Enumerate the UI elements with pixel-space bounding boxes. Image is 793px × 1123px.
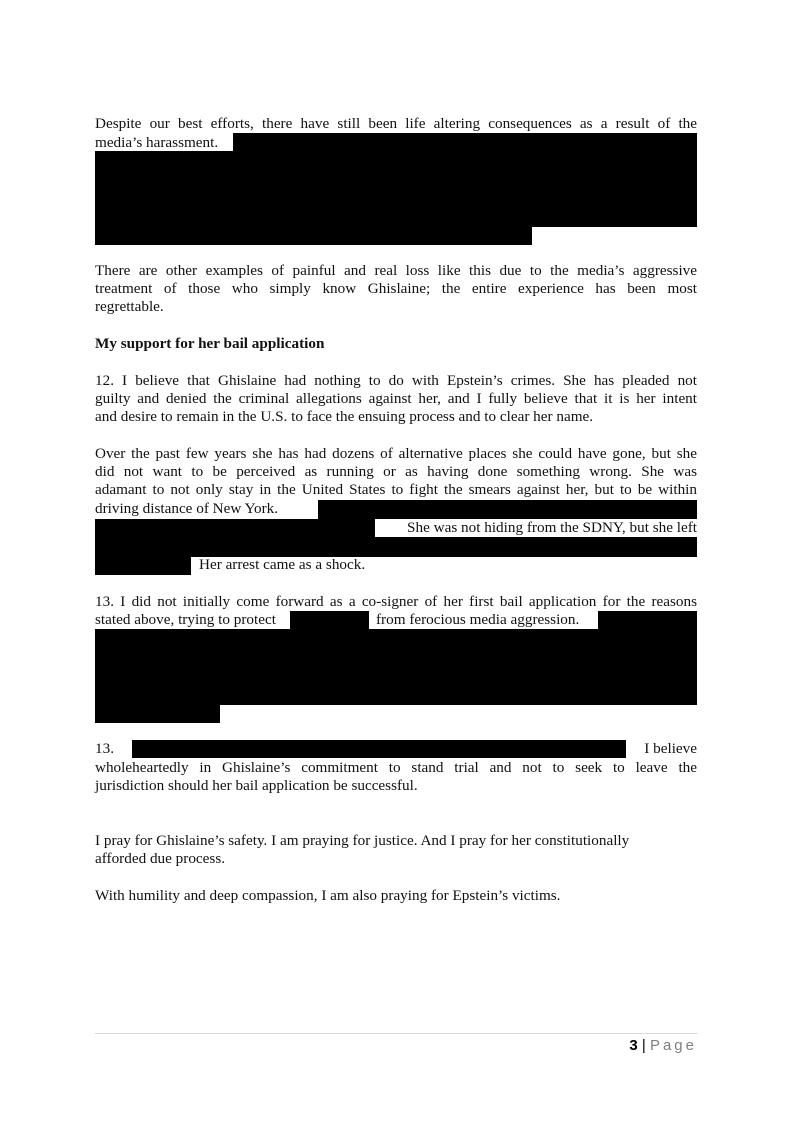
redaction-block [132, 740, 626, 758]
paragraph-number: 13. [95, 740, 114, 757]
redaction-block [598, 611, 697, 629]
paragraph-line: wholeheartedly in Ghislaine’s commitment to stand trial and not to seek to leave the [95, 759, 697, 776]
page-label: Page [649, 1037, 697, 1054]
paragraph-line: did not want to be perceived as running or as having done something wrong. She was [95, 463, 697, 480]
paragraph-line: and desire to remain in the U.S. to face the ensuing process and to clear her name. [95, 408, 594, 425]
page-footer [600, 1037, 697, 1055]
redaction-block [233, 133, 697, 151]
paragraph-line: Despite our best efforts, there have still been life altering consequences as a result of the [95, 115, 697, 132]
paragraph-line: driving distance of New York. [95, 500, 279, 517]
paragraph-line: With humility and deep compassion, I am also praying for Epstein’s victims. [95, 887, 561, 904]
paragraph-line: stated above, trying to protect [95, 611, 276, 628]
paragraph-line: guilty and denied the criminal allegations against her, and I fully believe that it is her intent [95, 390, 697, 407]
redaction-block [95, 227, 532, 245]
paragraph-line: adamant to not only stay in the United States to fight the smears against her, but to be within [95, 481, 697, 498]
redaction-block [95, 557, 191, 575]
paragraph-line: 13. I did not initially come forward as a co-signer of her first bail application for the reasons [95, 593, 697, 610]
paragraph-line: jurisdiction should her bail application be successful. [95, 777, 418, 794]
paragraph-line: media’s harassment. [95, 134, 219, 151]
paragraph-line: I pray for Ghislaine’s safety. I am praying for justice. And I pray for her constitutionally [95, 832, 630, 849]
redaction-block [95, 705, 220, 723]
redaction-block [318, 500, 697, 519]
paragraph-line: treatment of those who simply know Ghislaine; the entire experience has been most [95, 280, 697, 297]
page-number: 3 [629, 1037, 638, 1054]
redaction-block [95, 519, 375, 537]
section-heading: My support for her bail application [95, 335, 325, 352]
paragraph-line: Her arrest came as a shock. [199, 556, 366, 573]
redaction-block [95, 537, 697, 557]
redaction-block [95, 151, 697, 227]
redaction-block [95, 629, 697, 705]
paragraph-line: from ferocious media aggression. [376, 611, 580, 628]
paragraph-line: afforded due process. [95, 850, 226, 867]
paragraph-line: regrettable. [95, 298, 164, 315]
paragraph-line: Over the past few years she has had dozens of alternative places she could have gone, but she [95, 445, 697, 462]
paragraph-line: 12. I believe that Ghislaine had nothing to do with Epstein’s crimes. She has pleaded not [95, 372, 697, 389]
paragraph-line: I believe [644, 740, 697, 757]
paragraph-line: She was not hiding from the SDNY, but she left [407, 519, 697, 536]
footer-separator: | [641, 1037, 646, 1054]
paragraph-line: There are other examples of painful and real loss like this due to the media’s aggressive [95, 262, 697, 279]
footer-divider [95, 1033, 698, 1034]
redaction-block [290, 611, 369, 629]
